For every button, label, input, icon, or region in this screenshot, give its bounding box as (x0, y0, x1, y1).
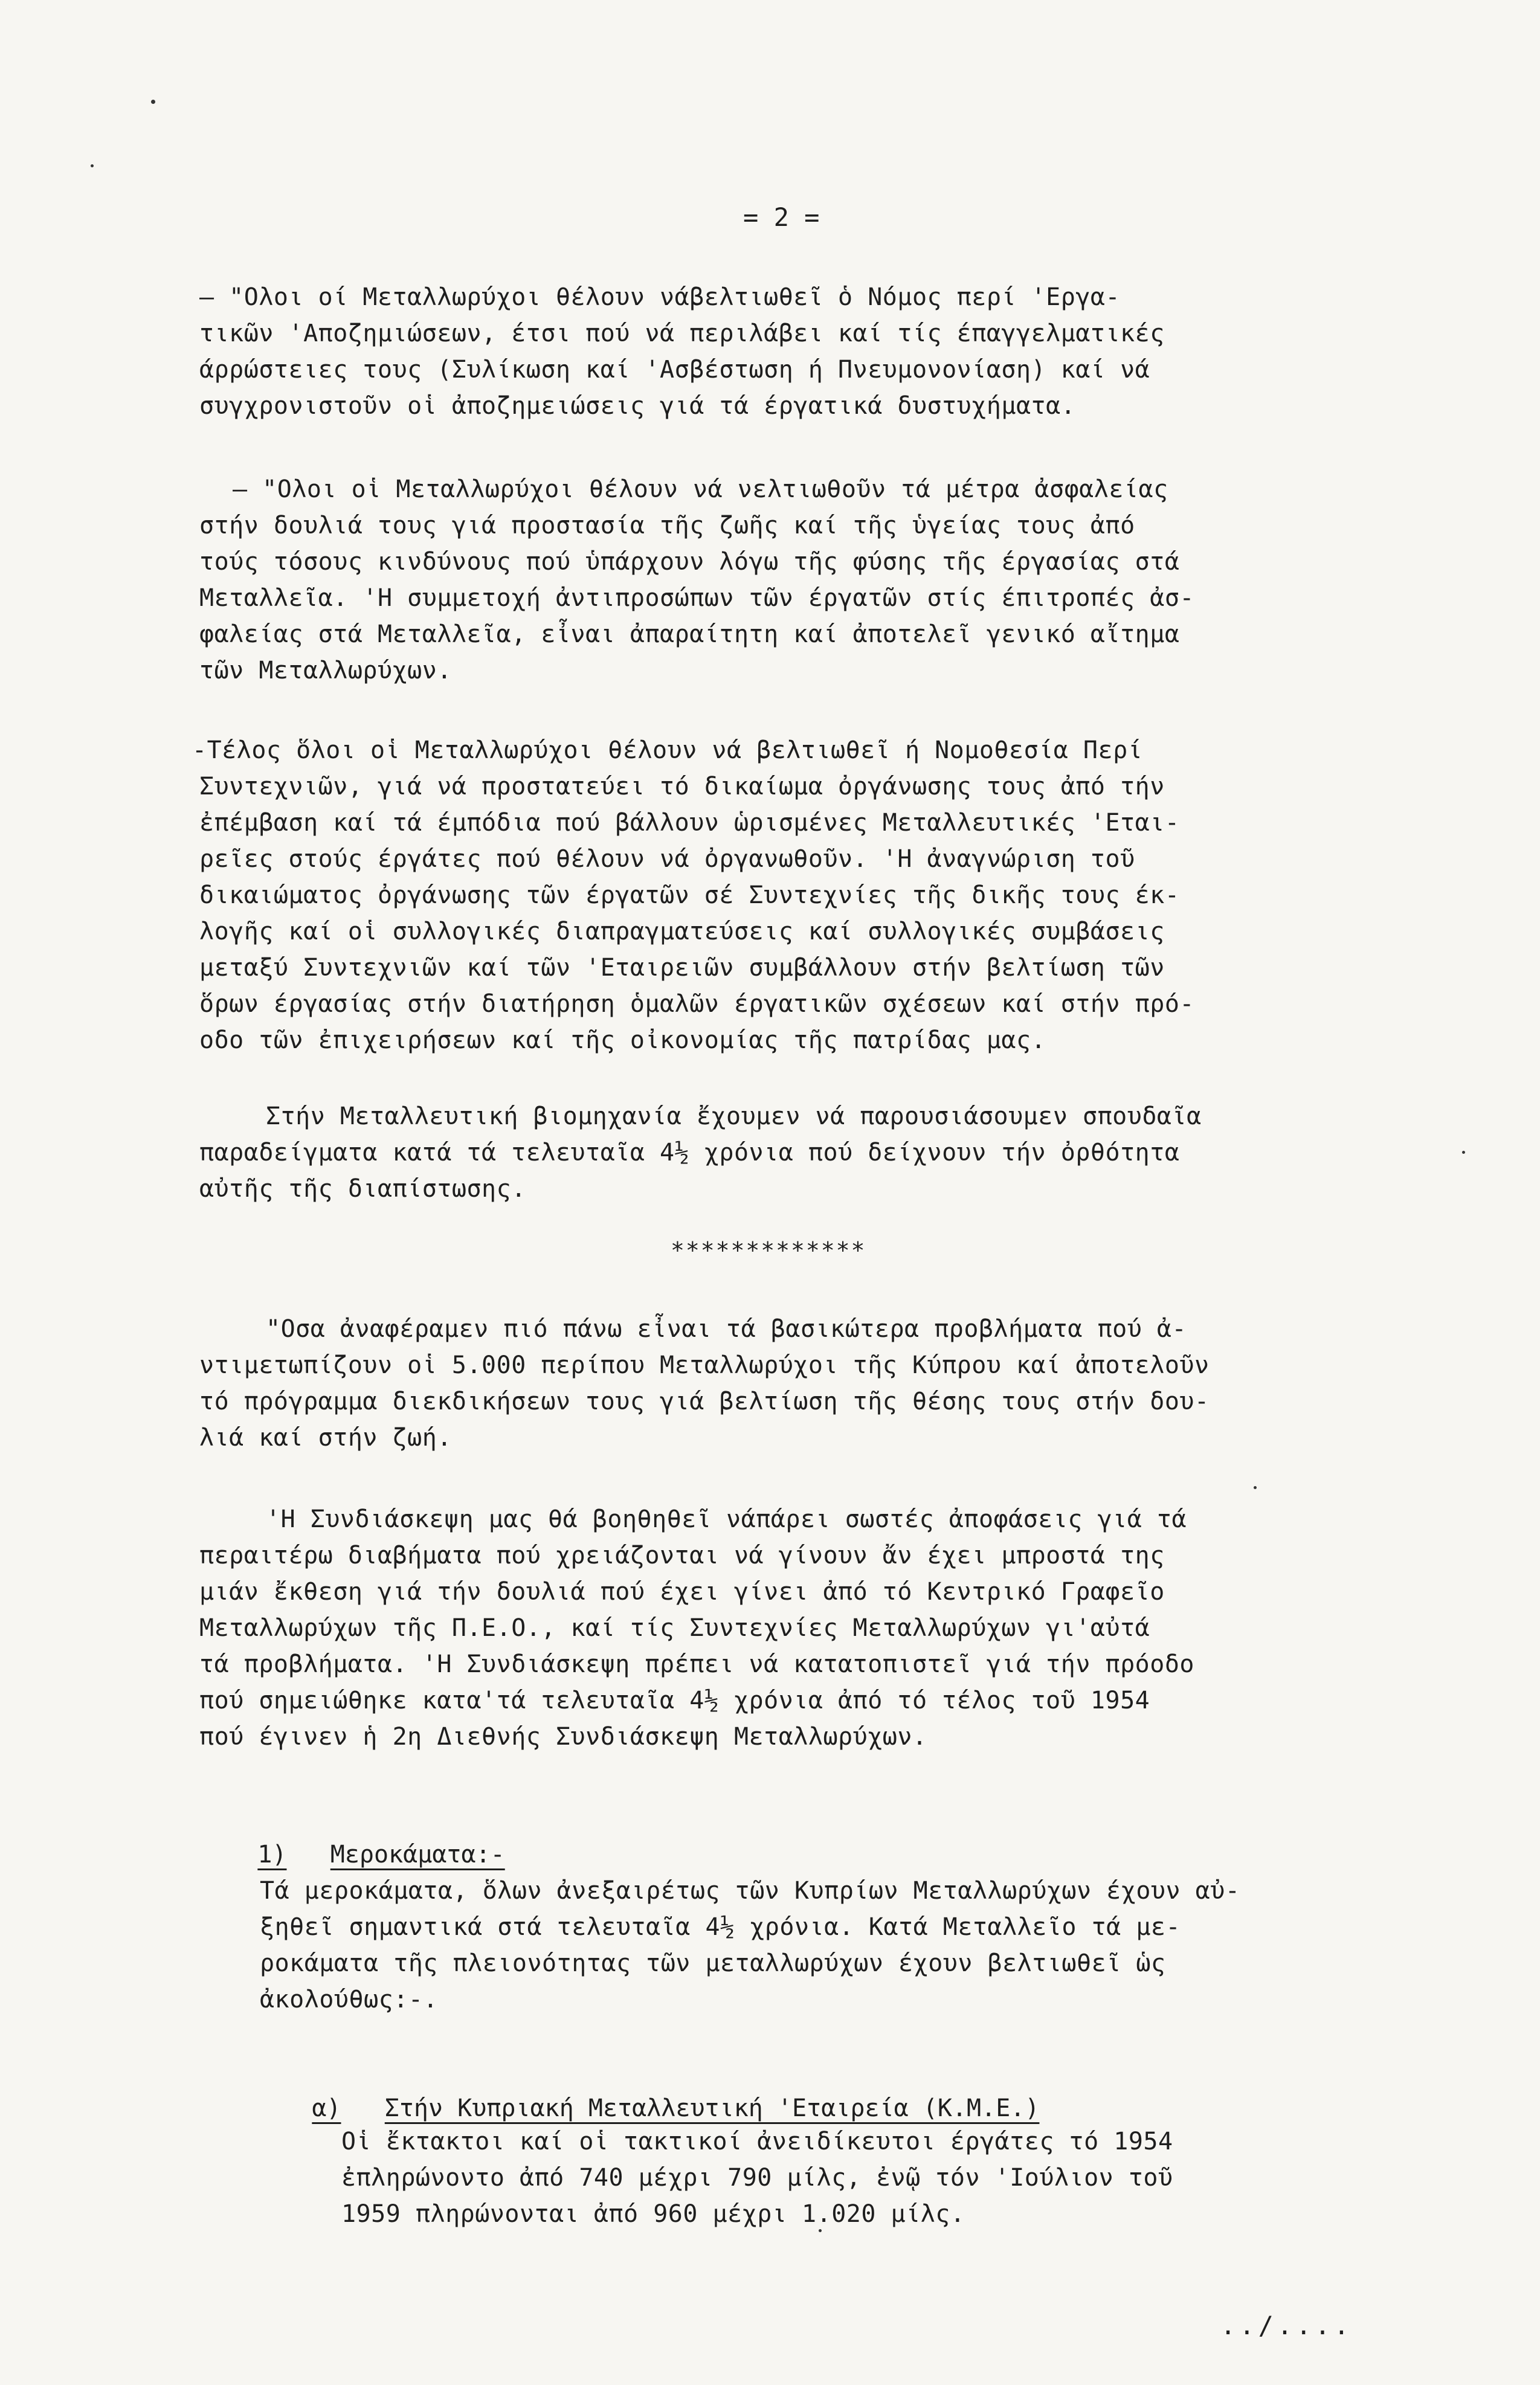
text-line: -Τέλος ὅλοι οἱ Μεταλλωρύχοι θέλουν νά βελτιωθεῖ ή Νομοθεσία Περί (192, 736, 1143, 764)
text-line: 'Η Συνδιάσκεψη μας θά βοηθηθεῖ νάπάρει σωστές ἀποφάσεις γιά τά (266, 1505, 1187, 1533)
text-line: πού έγινεν ἡ 2η Διεθνής Συνδιάσκεψη Μεταλλωρύχων. (199, 1723, 927, 1751)
text-line: πού σημειώθηκε κατα'τά τελευταῖα 4½ χρόνια ἀπό τό τέλος τοῦ 1954 (199, 1687, 1150, 1714)
scan-speck (1254, 1486, 1257, 1489)
text-line: τά προβλήματα. 'Η Συνδιάσκεψη πρέπει νά κατατοπιστεῖ γιά τήν πρόοδο (199, 1650, 1194, 1678)
text-line: Τά μεροκάματα, ὅλων ἀνεξαιρέτως τῶν Κυπρίων Μεταλλωρύχων έχουν αὐ- (260, 1877, 1240, 1905)
text-line: τῶν Μεταλλωρύχων. (199, 657, 452, 684)
text-line: ἐπληρώνοντο ἀπό 740 μέχρι 790 μίλς, ἐνῷ τόν 'Ιούλιον τοῦ (341, 2164, 1173, 2192)
text-line: παραδείγματα κατά τά τελευταῖα 4½ χρόνια πού δείχνουν τήν ὀρθότητα (199, 1139, 1180, 1167)
text-line: — "Ολοι οί Μεταλλωρύχοι θέλουν νάβελτιωθεῖ ὁ Νόμος περί 'Εργα- (199, 283, 1121, 311)
text-line: μεταξύ Συντεχνιῶν καί τῶν 'Εταιρειῶν συμβάλλουν στήν βελτίωση τῶν (199, 954, 1165, 982)
subsection-title: Στήν Κυπριακή Μεταλλευτική 'Εταιρεία (Κ.Μ.Ε.) (384, 2094, 1040, 2122)
subsection-letter: α) (312, 2094, 341, 2122)
text-line: στήν δουλιά τους γιά προστασία τῆς ζωῆς καί τῆς ὑγείας τους ἀπό (199, 512, 1135, 539)
text-line: τό πρόγραμμα διεκδικήσεων τους γιά βελτίωση τῆς θέσης τους στήν δου- (199, 1388, 1210, 1415)
text-line: "Οσα ἀναφέραμεν πιό πάνω εἶναι τά βασικώτερα προβλήματα πού ἀ- (266, 1315, 1187, 1343)
scan-speck (1462, 1151, 1465, 1154)
page-number: = 2 = (743, 202, 820, 232)
text-line: ἐπέμβαση καί τά έμπόδια πού βάλλουν ὡρισμένες Μεταλλευτικές 'Εται- (199, 809, 1180, 837)
text-line: ρεῖες στούς έργάτες πού θέλουν νά ὀργανωθοῦν. 'Η ἀναγνώριση τοῦ (199, 845, 1135, 873)
text-line: Οἱ ἔκτακτοι καί οἱ τακτικοί ἀνειδίκευτοι έργάτες τό 1954 (341, 2128, 1173, 2155)
section-title: Μεροκάματα:- (330, 1841, 505, 1868)
text-line: ὅρων έργασίας στήν διατήρηση ὁμαλῶν έργατικῶν σχέσεων καί στήν πρό- (199, 990, 1194, 1018)
separator-stars: ************* (671, 1237, 866, 1264)
text-line: φαλείας στά Μεταλλεῖα, εἶναι ἀπαραίτητη καί ἀποτελεῖ γενικό αἴτημα (199, 620, 1180, 648)
text-line: Μεταλλεῖα. 'Η συμμετοχή ἀντιπροσώπων τῶν έργατῶν στίς έπιτροπές ἀσ- (199, 584, 1194, 612)
text-line: μιάν ἔκθεση γιά τήν δουλιά πού έχει γίνει ἀπό τό Κεντρικό Γραφεῖο (199, 1578, 1165, 1606)
text-line: συγχρονιστοῦν οἱ ἀποζημειώσεις γιά τά έργατικά δυστυχήματα. (199, 392, 1076, 420)
text-line: λιά καί στήν ζωή. (199, 1424, 452, 1452)
text-line: 1959 πληρώνονται ἀπό 960 μέχρι 1.020 μίλς. (341, 2200, 965, 2228)
section-number: 1) (257, 1841, 287, 1868)
text-line: ἀκολούθως:-. (260, 1986, 438, 2013)
text-line: άρρώστειες τους (Συλίκωση καί 'Ασβέστωση ή Πνευμονονίαση) καί νά (199, 356, 1150, 384)
text-line: Στήν Μεταλλευτική βιομηχανία ἔχουμεν νά παρουσιάσουμεν σπουδαῖα (266, 1102, 1202, 1130)
text-line: τικῶν 'Αποζημιώσεων, έτσι πού νά περιλάβει καί τίς έπαγγελματικές (199, 320, 1165, 347)
text-line: Συντεχνιῶν, γιά νά προστατεύει τό δικαίωμα ὀργάνωσης τους ἀπό τήν (199, 773, 1165, 800)
text-line: λογῆς καί οἱ συλλογικές διαπραγματεύσεις καί συλλογικές συμβάσεις (199, 918, 1165, 945)
text-line: ντιμετωπίζουν οἱ 5.000 περίπου Μεταλλωρύχοι τῆς Κύπρου καί ἀποτελοῦν (199, 1351, 1210, 1379)
scan-speck (151, 100, 155, 104)
text-line: ροκάματα τῆς πλειονότητας τῶν μεταλλωρύχων έχουν βελτιωθεῖ ὡς (260, 1949, 1166, 1977)
text-line: Μεταλλωρύχων τῆς Π.Ε.Ο., καί τίς Συντεχνίες Μεταλλωρύχων γι'αὐτά (199, 1614, 1150, 1642)
text-line: — "Ολοι οἱ Μεταλλωρύχοι θέλουν νά νελτιωθοῦν τά μέτρα ἀσφαλείας (233, 475, 1168, 503)
continuation-mark: ../.... (1220, 2311, 1353, 2340)
scan-speck (91, 164, 94, 167)
text-line: τούς τόσους κινδύνους πού ὑπάρχουν λόγω τῆς φύσης τῆς έργασίας στά (199, 548, 1180, 576)
text-line: αὐτῆς τῆς διαπίστωσης. (199, 1175, 526, 1203)
text-line: οδο τῶν ἐπιχειρήσεων καί τῆς οἰκονομίας τῆς πατρίδας μας. (199, 1026, 1046, 1054)
text-line: περαιτέρω διαβήματα πού χρειάζονται νά γίνουν ἄν έχει μπροστά της (199, 1542, 1165, 1569)
scan-speck (819, 2229, 822, 2232)
text-line: ξηθεῖ σημαντικά στά τελευταῖα 4½ χρόνια. Κατά Μεταλλεῖο τά με- (260, 1913, 1181, 1941)
text-line: δικαιώματος ὀργάνωσης τῶν έργατῶν σέ Συντεχνίες τῆς δικῆς τους έκ- (199, 881, 1180, 909)
